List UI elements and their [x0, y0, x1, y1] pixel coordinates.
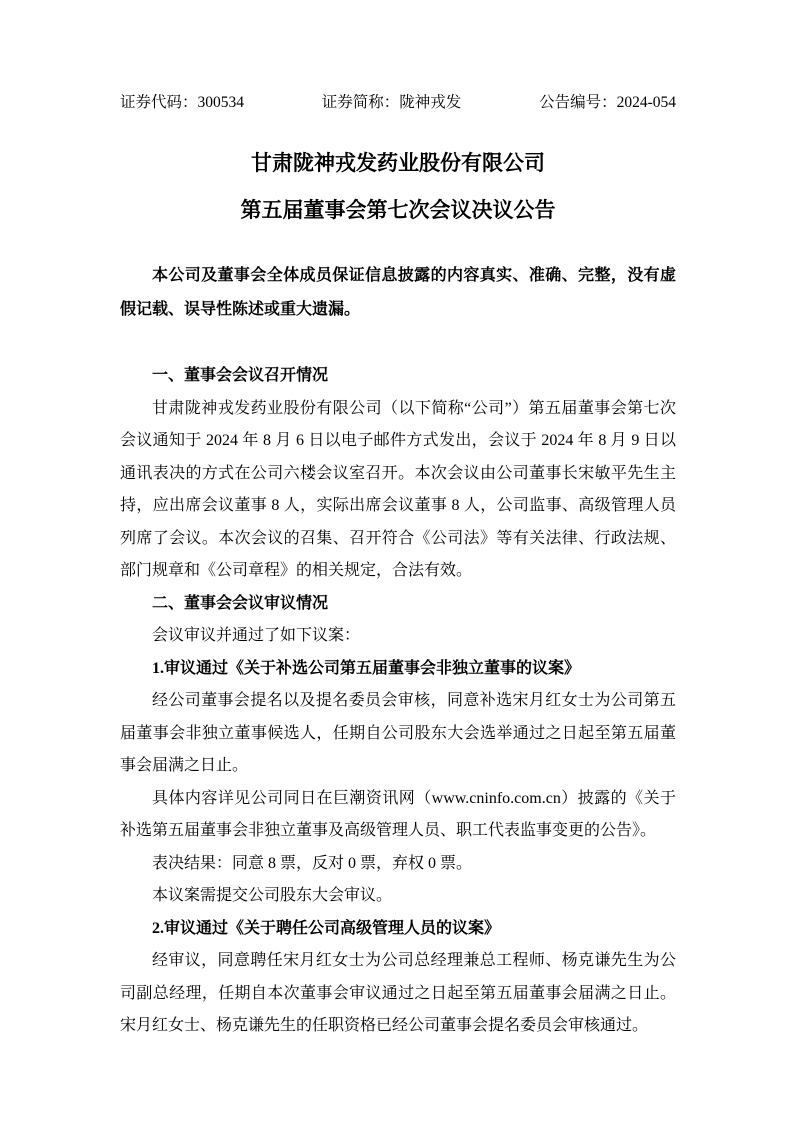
section1-paragraph: 甘肃陇神戎发药业股份有限公司（以下简称“公司”）第五届董事会第七次会议通知于 2024 年 8 月 6 日以电子邮件方式发出，会议于 2024 年 8 月 9 日以通讯表决的方式在公司六楼会议室召开。本次会议由公司董事长宋敏平先生主持，应出席会议董事 8 人，实际出席会议董事 8 人，公司监事、高级管理人员列席了会议。本次会议的召集、召开符合《公司法》等有关法律、行政法规、部门规章和《公司章程》的相关规定，合法有效。 [120, 399, 676, 579]
resolution-item1-paragraph1: 经公司董事会提名以及提名委员会审核，同意补选宋月红女士为公司第五届董事会非独立董事候选人，任期自公司股东大会选举通过之日起至第五届董事会届满之日止。 [120, 692, 676, 774]
resolution-item1-vote-result: 表决结果：同意 8 票，反对 0 票，弃权 0 票。 [152, 854, 473, 872]
section1-heading: 一、董事会会议召开情况 [152, 367, 329, 384]
announcement-number: 公告编号：2024-054 [539, 94, 676, 111]
resolution-item2-paragraph1: 经审议，同意聘任宋月红女士为公司总经理兼总工程师、杨克谦先生为公司副总经理，任期自本次董事会审议通过之日起至第五届董事会届满之日止。宋月红女士、杨克谦先生的任职资格已经公司董事会提名委员会审核通过。 [120, 952, 676, 1034]
meeting-resolution-title: 第五届董事会第七次会议决议公告 [240, 198, 556, 222]
resolution-item1-note: 本议案需提交公司股东大会审议。 [152, 887, 393, 904]
document-body [120, 360, 676, 1043]
resolution-item1-paragraph2: 具体内容详见公司同日在巨潮资讯网（www.cninfo.com.cn）披露的《关于补选第五届董事会非独立董事及高级管理人员、职工代表监事变更的公告》。 [120, 789, 676, 839]
section2-heading: 二、董事会会议审议情况 [152, 594, 329, 612]
section2-intro: 会议审议并通过了如下议案： [152, 627, 361, 644]
disclosure-statement: 本公司及董事会全体成员保证信息披露的内容真实、准确、完整，没有虚假记载、误导性陈述或重大遗漏。 [120, 267, 676, 318]
document-header [120, 94, 676, 112]
stock-code: 证券代码：300534 [120, 94, 245, 111]
company-name-title: 甘肃陇神戎发药业股份有限公司 [251, 151, 545, 175]
stock-short-name: 证券简称：陇神戎发 [321, 94, 462, 111]
resolution-item1-title: 1.审议通过《关于补选公司第五届董事会非独立董事的议案》 [152, 659, 581, 677]
resolution-item2-title: 2.审议通过《关于聘任公司高级管理人员的议案》 [152, 919, 501, 937]
